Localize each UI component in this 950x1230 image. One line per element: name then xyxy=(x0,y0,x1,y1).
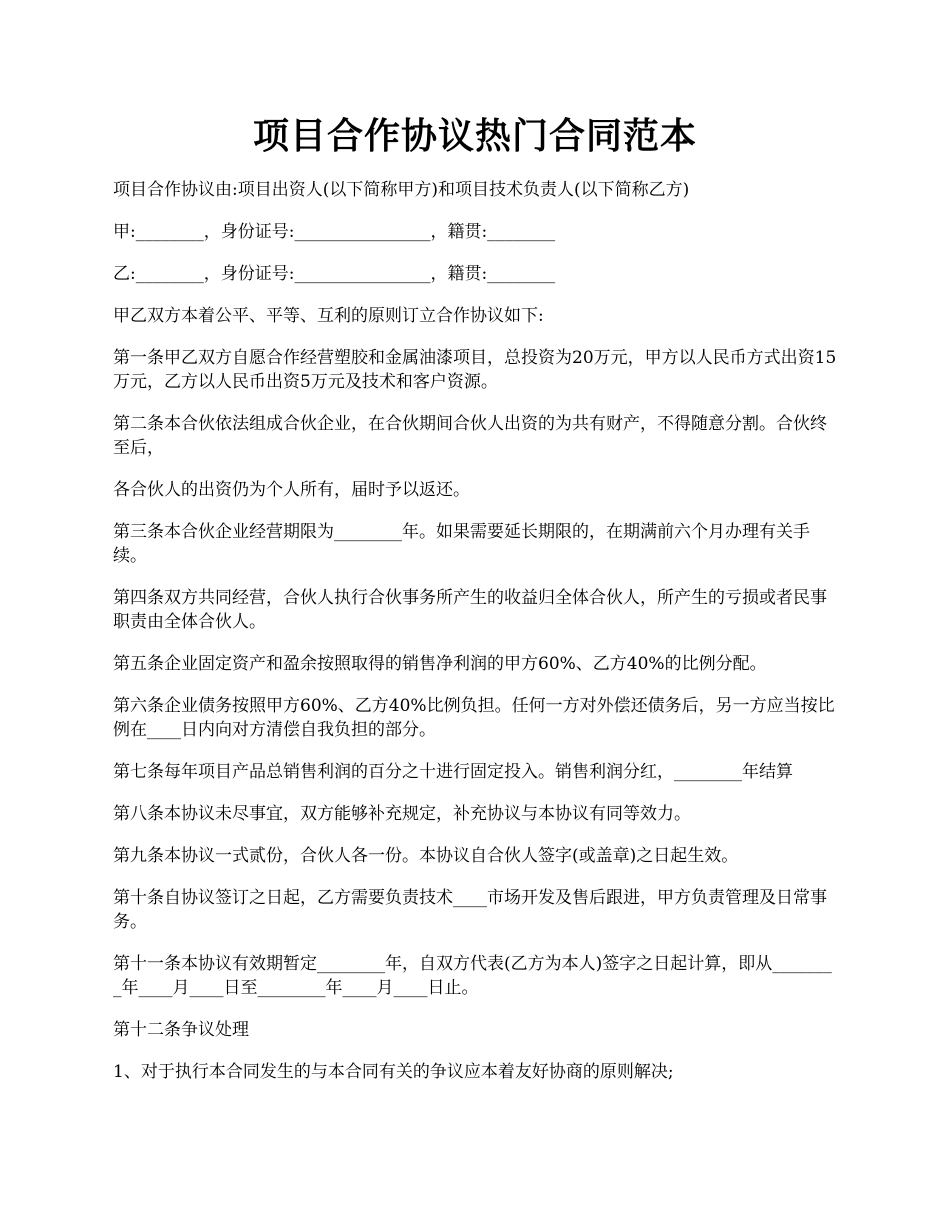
document-body xyxy=(113,178,839,1102)
article-4: 第四条双方共同经营，合伙人执行合伙事务所产生的收益归全体合伙人，所产生的亏损或者民事职责由全体合伙人。 xyxy=(113,588,827,632)
article-10: 第十条自协议签订之日起，乙方需要负责技术____市场开发及售后跟进，甲方负责管理及日常事务。 xyxy=(113,888,827,932)
article-5: 第五条企业固定资产和盈余按照取得的销售净利润的甲方60%、乙方40%的比例分配。 xyxy=(113,654,767,674)
article-3: 第三条本合伙企业经营期限为________年。如果需要延长期限的，在期满前六个月办理有关手续。 xyxy=(113,522,810,566)
intro-paragraph: 项目合作协议由:项目出资人(以下简称甲方)和项目技术负责人(以下简称乙方) xyxy=(113,180,690,200)
article-11: 第十一条本协议有效期暂定________年，自双方代表(乙方为本人)签字之日起计算，即从________年____月____日至________年____月____日止。 xyxy=(113,954,832,998)
article-7: 第七条每年项目产品总销售利润的百分之十进行固定投入。销售利润分红，________年结算 xyxy=(113,762,793,782)
party-b-line: 乙:________，身份证号:________________，籍贯:________ xyxy=(113,264,556,284)
article-12-heading: 第十二条争议处理 xyxy=(113,1020,249,1040)
party-a-line: 甲:________，身份证号:________________，籍贯:________ xyxy=(113,222,556,242)
article-8: 第八条本协议未尽事宜，双方能够补充规定，补充协议与本协议有同等效力。 xyxy=(113,804,691,824)
article-6: 第六条企业债务按照甲方60%、乙方40%比例负担。任何一方对外偿还债务后，另一方应当按比例在____日内向对方清偿自我负担的部分。 xyxy=(113,696,835,740)
article-1: 第一条甲乙双方自愿合作经营塑胶和金属油漆项目，总投资为20万元，甲方以人民币方式出资15万元，乙方以人民币出资5万元及技术和客户资源。 xyxy=(113,348,837,392)
article-9: 第九条本协议一式贰份，合伙人各一份。本协议自合伙人签字(或盖章)之日起生效。 xyxy=(113,846,739,866)
agreement-preamble: 甲乙双方本着公平、平等、互利的原则订立合作协议如下: xyxy=(113,306,544,326)
article-12-clause-1: 1、对于执行本合同发生的与本合同有关的争议应本着友好协商的原则解决; xyxy=(113,1062,674,1082)
article-2-continued: 各合伙人的出资仍为个人所有，届时予以返还。 xyxy=(113,480,470,500)
document-title: 项目合作协议热门合同范本 xyxy=(252,115,697,157)
article-2: 第二条本合伙依法组成合伙企业，在合伙期间合伙人出资的为共有财产，不得随意分割。合伙终至后， xyxy=(113,414,827,458)
